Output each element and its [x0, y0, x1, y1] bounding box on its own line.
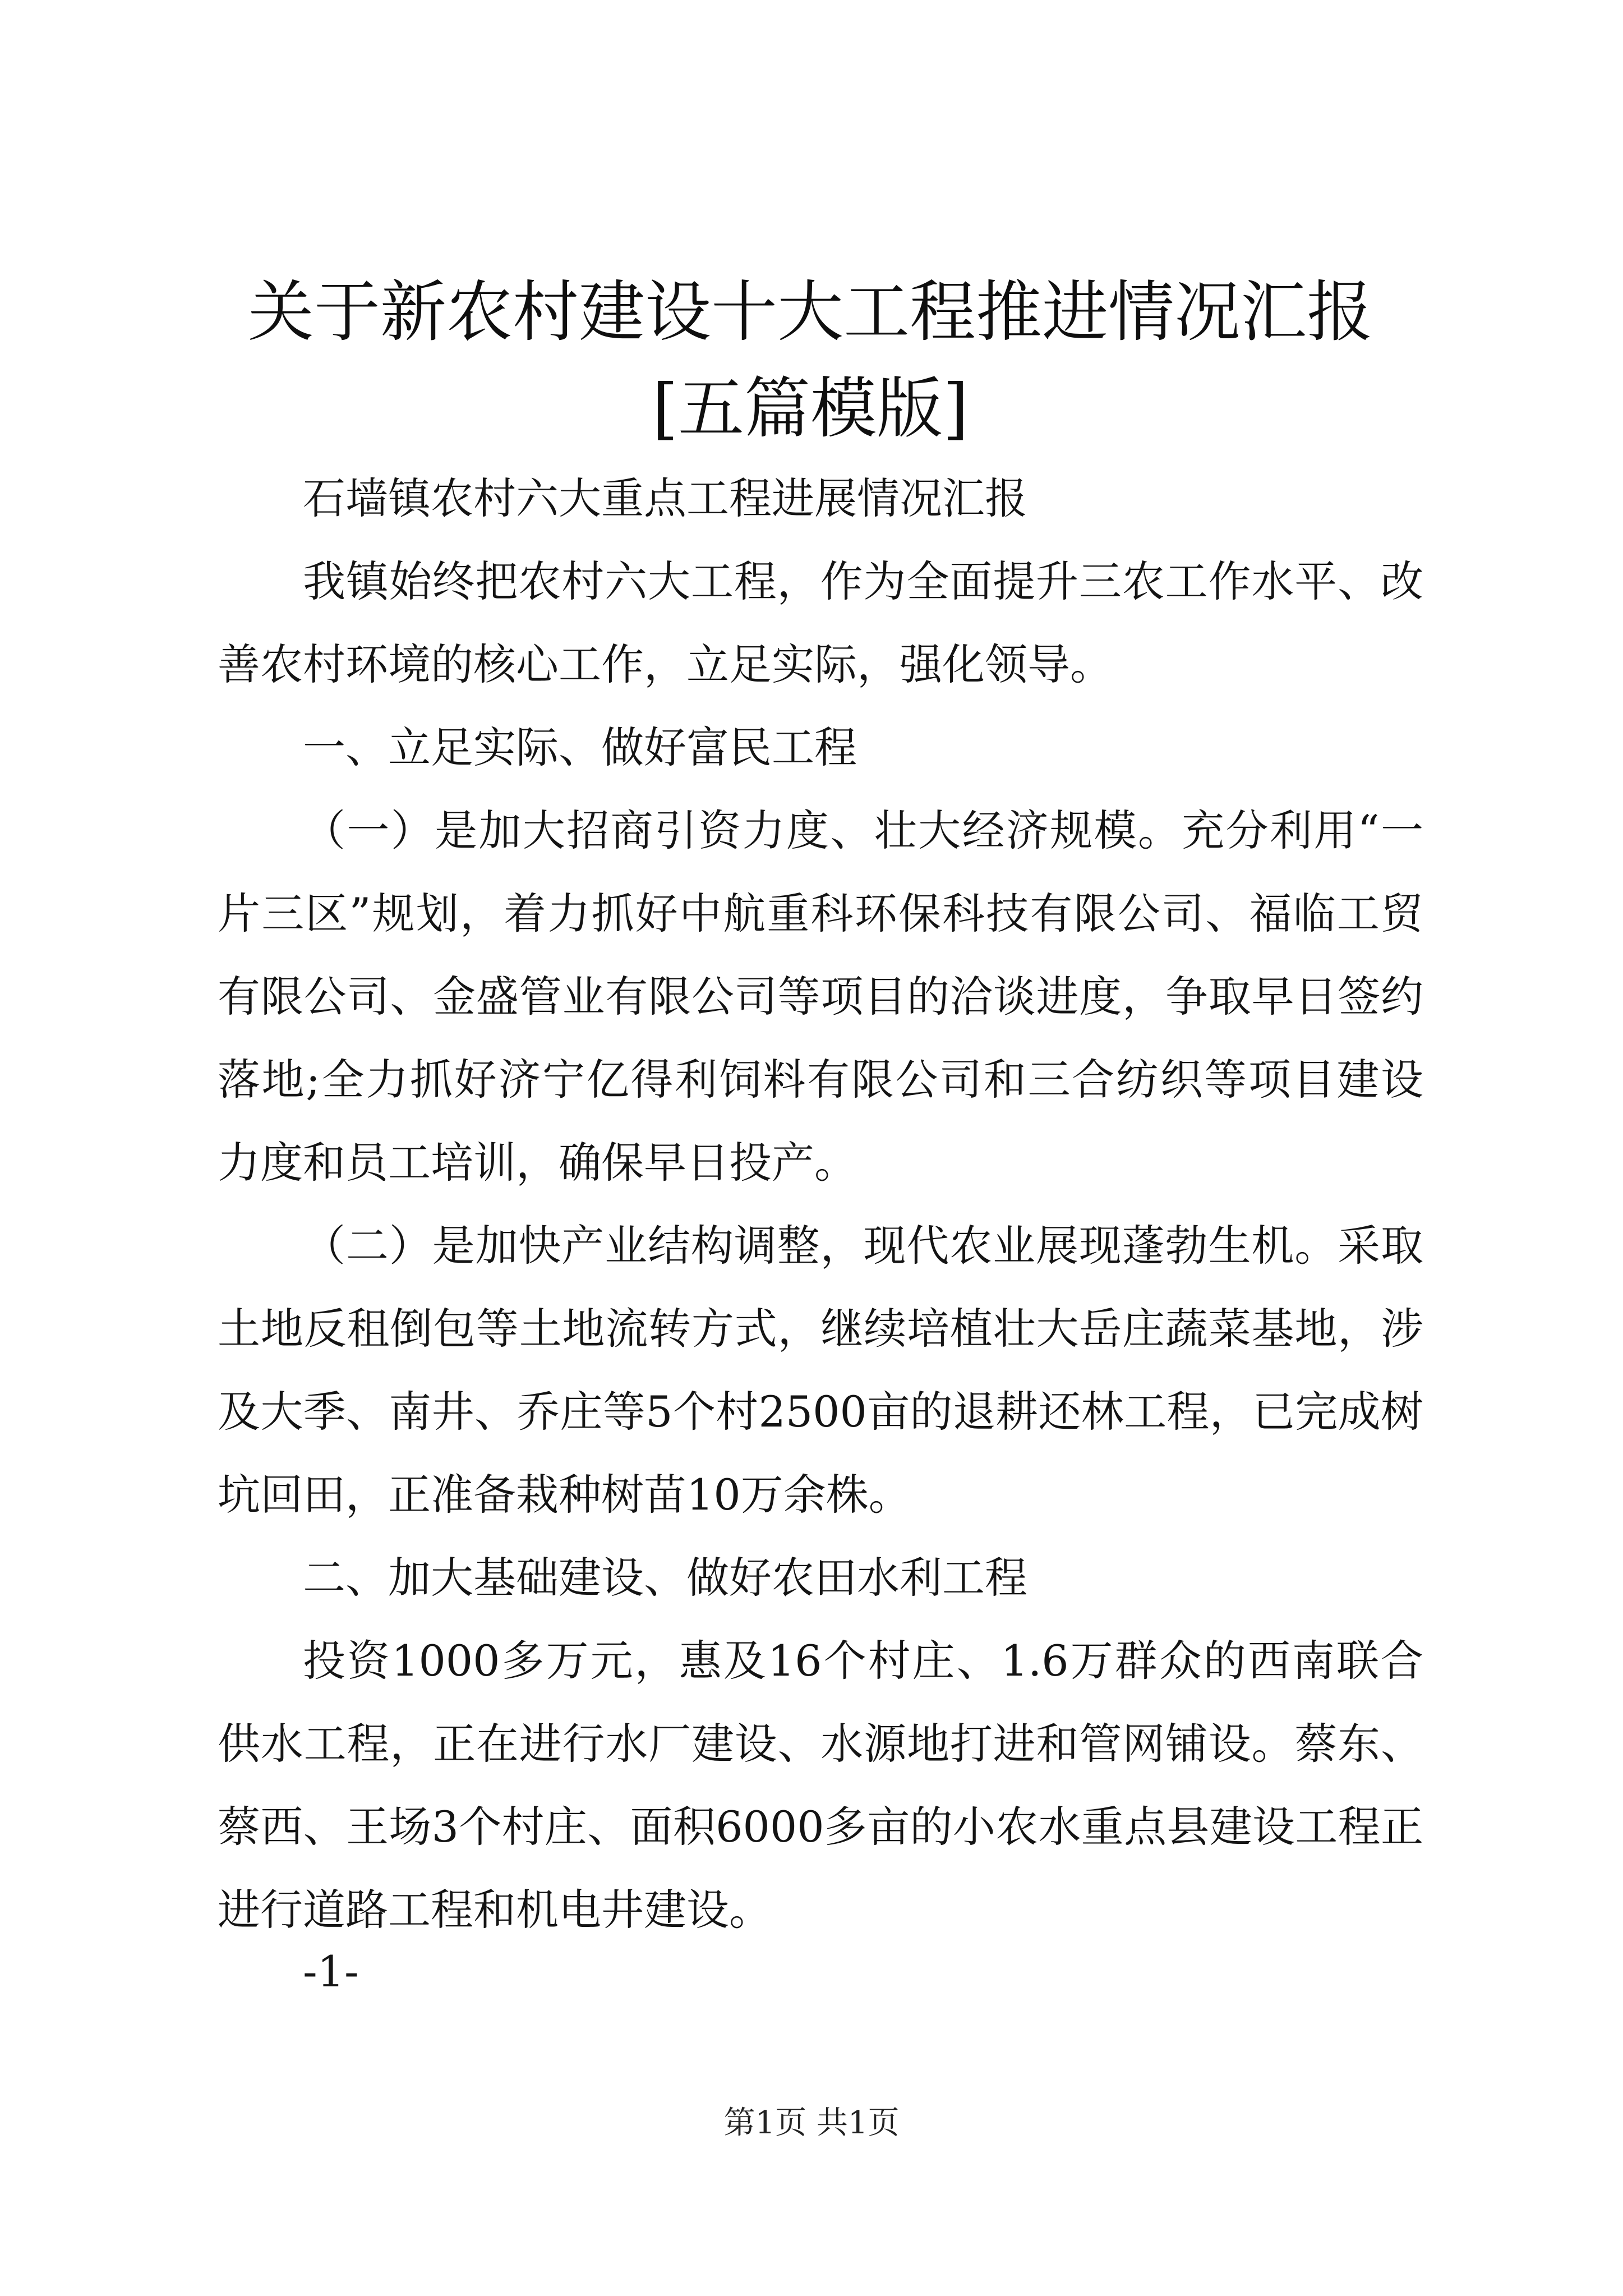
paragraph-intro: 我镇始终把农村六大工程，作为全面提升三农工作水平、改善农村环境的核心工作，立足实际，强化领导。: [218, 556, 1423, 689]
page-number-marker: -1-: [303, 1947, 359, 1996]
paragraph-item-1: （一）是加大招商引资力度、壮大经济规模。充分利用“一片三区”规划，着力抓好中航重科环保科技有限公司、福临工贸有限公司、金盛管业有限公司等项目的洽谈进度，争取早日签约落地;全力抓好济宁亿得利饲料有限公司和三合纺织等项目建设力度和员工培训，确保早日投产。: [218, 806, 1423, 1188]
page-footer: 第1页 共1页: [723, 2105, 900, 2141]
document-title: 关于新农村建设十大工程推进情况汇报[五篇模版]: [247, 273, 1373, 447]
paragraph-water-project: 投资1000多万元，惠及16个村庄、1.6万群众的西南联合供水工程，正在进行水厂建设、水源地打进和管网铺设。蔡东、蔡西、王场3个村庄、面积6000多亩的小农水重点县建设工程正进行道路工程和机电井建设。: [218, 1636, 1423, 1935]
paragraph-subtitle: 石墙镇农村六大重点工程进展情况汇报: [303, 473, 1027, 523]
paragraph-item-2: （二）是加快产业结构调整，现代农业展现蓬勃生机。采取土地反租倒包等土地流转方式，继续培植壮大岳庄蔬菜基地，涉及大季、南井、乔庄等5个村2500亩的退耕还林工程，已完成树坑回田，正准备栽种树苗10万余株。: [218, 1221, 1423, 1520]
document-body: [218, 457, 1423, 1952]
section-heading-2: 二、加大基础建设、做好农田水利工程: [303, 1553, 1027, 1603]
section-heading-1: 一、立足实际、做好富民工程: [303, 723, 857, 772]
